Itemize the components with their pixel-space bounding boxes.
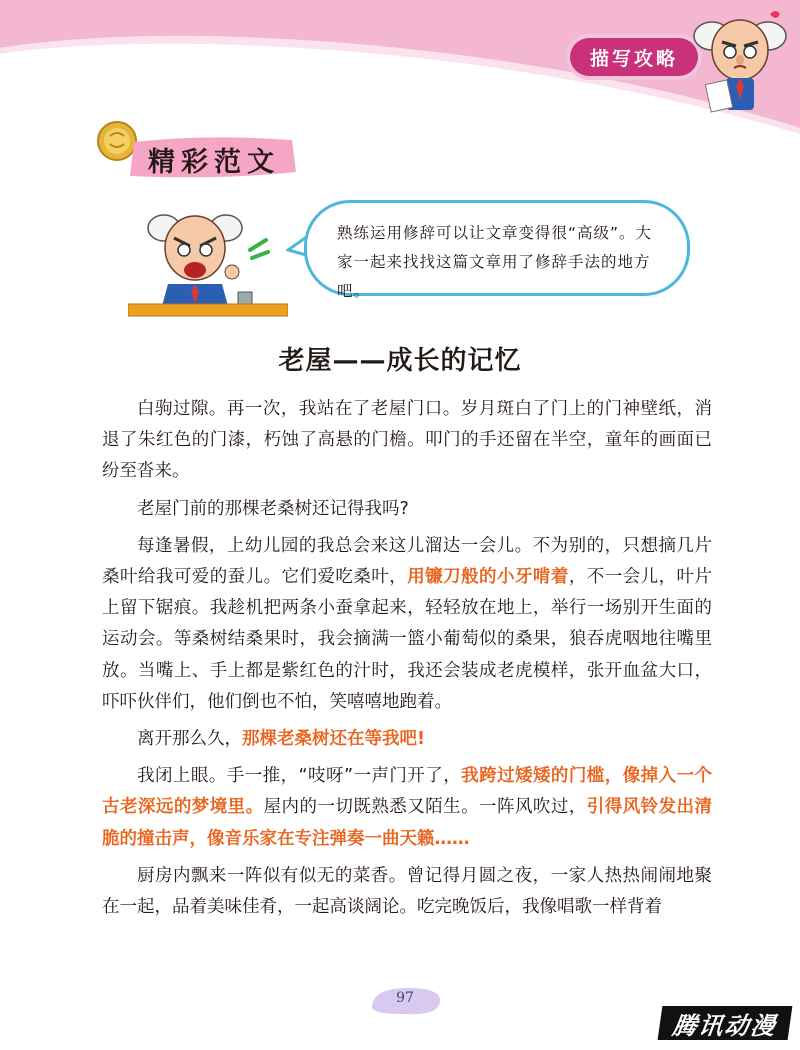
essay-paragraph-3 (102, 531, 712, 718)
highlight-text: 引得风铃发出清脆的撞击声，像音乐家在专注弹奏一曲天籁…… (102, 797, 713, 849)
essay-paragraph-1: 白驹过隙。再一次，我站在了老屋门口。岁月斑白了门上的门神壁纸，消退了朱红色的门漆，朽蚀了高悬的门檐。叩门的手还留在半空，童年的画面已纷至沓来。 (102, 399, 712, 482)
essay-paragraph-2: 老屋门前的那棵老桑树还记得我吗? (137, 498, 409, 519)
highlight-text: 用镰刀般的小牙啃着 (407, 567, 569, 588)
page-number: 97 (396, 990, 414, 1006)
essay-text: ，不一会儿，叶片上留下锯痕。我趁机把两条小蚕拿起来，轻轻放在地上，举行一场别开生面的运动会。等桑树结桑果时，我会摘满一篮小葡萄似的桑果，狼吞虎咽地往嘴里放。当嘴上、手上都是紫红色的汁时，我还会装成老虎模样，张开血盆大口，吓吓伙伴们，他们倒也不怕，笑嘻嘻地跑着。 (102, 567, 713, 712)
exclamation-marks-icon (246, 236, 272, 266)
essay-text: 每逢暑假，上幼儿园的我总会来这儿溜达一会儿。不为别的，只想摘几片桑叶给我可爱的蚕儿。它们爱吃桑叶， (102, 535, 712, 588)
essay-text: 离开那么久， (137, 729, 242, 750)
essay-text: 我闭上眼。手一推，“吱呀”一声门开了， (137, 766, 462, 787)
highlight-text: 那棵老桑树还在等我吧! (242, 729, 425, 750)
strategy-tag (570, 38, 698, 76)
essay-text: 屋内的一切既熟悉又陌生。一阵风吹过， (263, 797, 587, 818)
essay-body (102, 394, 712, 929)
highlight-text: 我跨过矮矮的门槛，像掉入一个古老深远的梦境里。 (102, 766, 713, 818)
tip-text: 熟练运用修辞可以让文章变得很“高级”。大家一起来找找这篇文章用了修辞手法的地方吧。 (337, 224, 653, 300)
essay-title: 老屋——成长的记忆 (278, 346, 522, 376)
watermark-logo: 腾讯动漫 (658, 1006, 793, 1040)
essay-paragraph-5 (102, 761, 712, 855)
essay-paragraph-4 (102, 724, 712, 755)
essay-paragraph-6: 厨房内飘来一阵似有似无的菜香。曾记得月圆之夜，一家人热热闹闹地聚在一起，品着美味佳肴，一起高谈阔论。吃完晚饭后，我像唱歌一样背着 (102, 865, 712, 918)
professor-mascot-icon (690, 8, 790, 120)
tip-speech-bubble (304, 200, 690, 300)
section-title: 精彩范文 (148, 147, 280, 178)
strategy-tag-label: 描写攻略 (589, 47, 678, 70)
